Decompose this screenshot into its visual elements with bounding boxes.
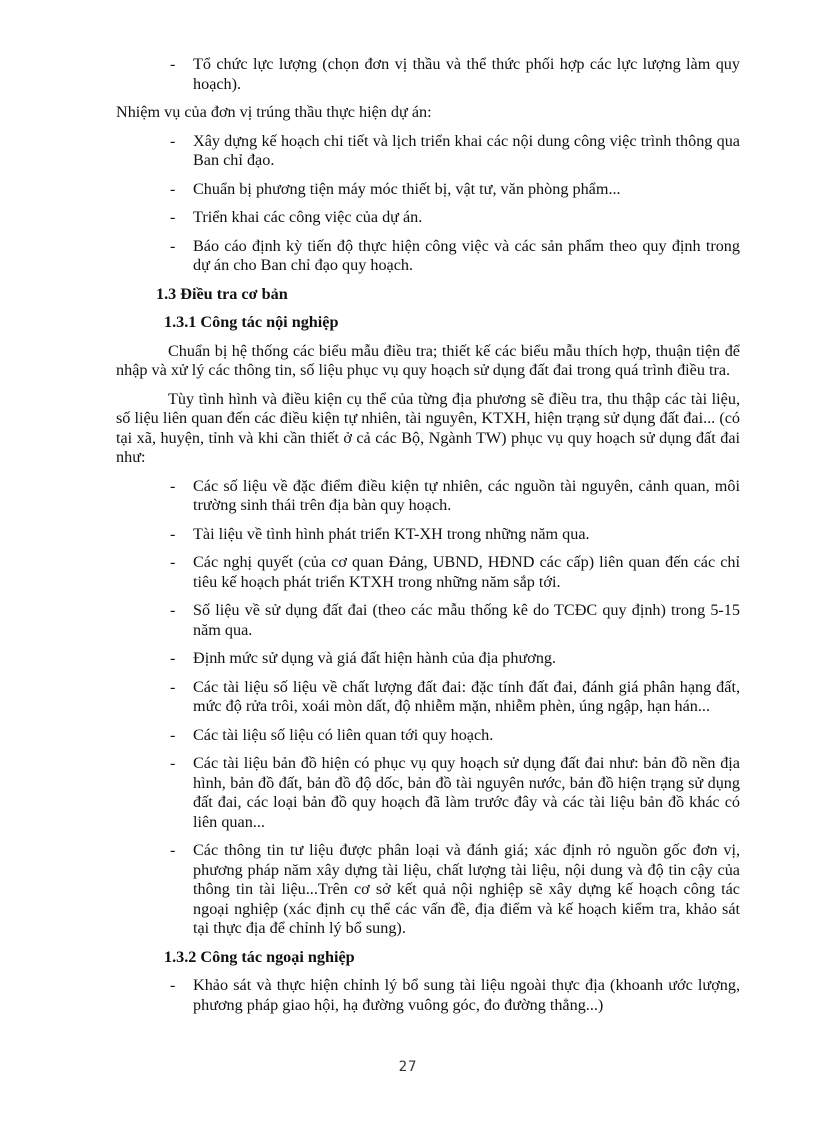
list-item-text: Khảo sát và thực hiện chỉnh lý bổ sung tài liệu ngoài thực địa (khoanh ước lượng, phương pháp giao hội, hạ đường vuông góc, đo đường thẳng...) — [193, 976, 740, 1014]
list-item — [116, 754, 740, 832]
list-item — [116, 237, 740, 276]
bullet-dash: - — [170, 208, 176, 226]
list-item — [116, 180, 740, 200]
bullet-dash: - — [170, 754, 176, 772]
list-item-text: Các tài liệu bản đồ hiện có phục vụ quy hoạch sử dụng đất đai như: bản đồ nền địa hình, bản đồ đất, bản đồ độ dốc, bản đồ tài nguyên nước, bản đồ hiện trạng sử dụng đất đai, các loại bản đồ quy hoạch đã làm trước đây và các tài liệu bản đồ khác có liên quan... — [193, 754, 740, 831]
list-item-text: Triển khai các công việc của dự án. — [193, 208, 423, 226]
list-item-text: Các nghị quyết (của cơ quan Đảng, UBND, HĐND các cấp) liên quan đến các chỉ tiêu kế hoạch phát triển KTXH trong những năm sắp tới. — [193, 553, 740, 591]
list-item-text: Tổ chức lực lượng (chọn đơn vị thầu và thể thức phối hợp các lực lượng làm quy hoạch). — [193, 55, 740, 93]
list-item-text: Các thông tin tư liệu được phân loại và đánh giá; xác định rỏ nguồn gốc đơn vị, phương pháp năm xây dựng tài liệu, chất lượng tài liệu, nội dung và độ tin cậy của thông tin tài liệu...Trên cơ sở kết quả nội nghiệp sẽ xây dựng kế hoạch công tác ngoại nghiệp (xác định cụ thể các vấn đề, địa điểm và kế hoạch kiểm tra, khảo sát tại thực địa để chỉnh lý bổ sung). — [193, 841, 740, 937]
bullet-dash: - — [170, 476, 176, 495]
bullet-dash: - — [170, 841, 176, 859]
section-heading-1-3-1: 1.3.1 Công tác nội nghiệp — [164, 313, 339, 331]
bullet-dash: - — [170, 179, 176, 198]
list-item-text: Xây dựng kế hoạch chi tiết và lịch triển khai các nội dung công việc trình thông qua Ban chỉ đạo. — [193, 131, 740, 169]
paragraph-data-collection: Tùy tình hình và điều kiện cụ thể của từng địa phương sẽ điều tra, thu thập các tài liệu, số liệu liên quan đến các điều kiện tự nhiên, tài nguyên, KTXH, hiện trạng sử dụng đất đai... (có tại xã, huyện, tỉnh và khi cần thiết ở cả các Bộ, Ngành TW) phục vụ quy hoạch sử dụng đất đai như: — [116, 389, 740, 466]
list-item-text: Các tài liệu số liệu về chất lượng đất đai: đặc tính đất đai, đánh giá phân hạng đất, mức độ rửa trôi, xoái mòn dất, độ nhiễm mặn, nhiễm phèn, úng ngập, hạn hán... — [193, 677, 740, 715]
section-heading-1-3-2: 1.3.2 Công tác ngoại nghiệp — [164, 947, 355, 966]
list-item-text: Báo cáo định kỳ tiến độ thực hiện công việc và các sản phẩm theo quy định trong dự án cho Ban chỉ đạo quy hoạch. — [193, 236, 740, 274]
list-item — [116, 678, 740, 717]
bullet-dash: - — [170, 236, 176, 255]
list-item — [116, 132, 740, 171]
bullet-dash: - — [170, 725, 176, 744]
list-item — [116, 55, 740, 94]
bullet-dash: - — [170, 55, 176, 73]
bullet-dash: - — [170, 553, 176, 571]
list-item — [116, 553, 740, 592]
section-heading-1-3: 1.3 Điều tra cơ bản — [156, 284, 288, 303]
paragraph-preparation: Chuẩn bị hệ thống các biểu mẫu điều tra; thiết kế các biểu mẫu thích hợp, thuận tiện để nhập và xử lý các thông tin, số liệu phục vụ quy hoạch sử dụng đất đai trong quá trình điều tra. — [116, 341, 740, 379]
list-item-text: Định mức sử dụng và giá đất hiện hành của địa phương. — [193, 649, 557, 667]
list-item-text: Số liệu về sử dụng đất đai (theo các mẫu thống kê do TCĐC quy định) trong 5-15 năm qua. — [193, 601, 740, 639]
list-item — [116, 525, 740, 545]
bullet-dash: - — [170, 976, 176, 994]
list-item — [116, 208, 740, 228]
bullet-dash: - — [170, 677, 176, 696]
bullet-dash: - — [170, 649, 176, 667]
list-item — [116, 726, 740, 746]
bullet-dash: - — [170, 131, 176, 150]
list-item-text: Chuẩn bị phương tiện máy móc thiết bị, vật tư, văn phòng phẩm... — [193, 179, 621, 198]
list-item — [116, 477, 740, 516]
bullet-dash: - — [170, 524, 176, 543]
list-item — [116, 976, 740, 1015]
list-item — [116, 841, 740, 939]
page-number: 27 — [398, 1059, 418, 1075]
bullet-dash: - — [170, 601, 176, 619]
list-item — [116, 601, 740, 640]
paragraph-tasks-intro: Nhiệm vụ của đơn vị trúng thầu thực hiện dự án: — [116, 103, 432, 121]
page-content — [116, 55, 740, 1024]
list-item-text: Các tài liệu số liệu có liên quan tới quy hoạch. — [193, 725, 494, 744]
list-item — [116, 649, 740, 669]
list-item-text: Tài liệu về tình hình phát triển KT-XH trong những năm qua. — [193, 524, 590, 543]
list-item-text: Các số liệu về đặc điểm điều kiện tự nhiên, các nguồn tài nguyên, cảnh quan, môi trường sinh thái trên địa bàn quy hoạch. — [193, 476, 740, 514]
